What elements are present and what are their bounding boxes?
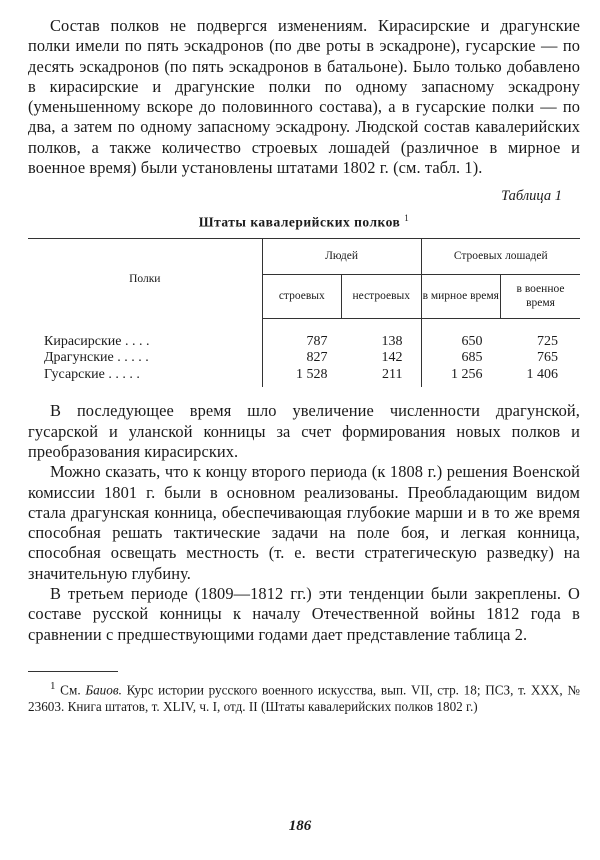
cell-peace: 650 [421,318,500,350]
cell-war: 765 [537,350,558,366]
footnote-mark: 1 [50,679,56,692]
paragraph-4: В третьем периоде (1809—1812 гг.) эти тенденции были закреплены. О составе русской конницы к началу Отечественной войны 1812 года в сравнении с предшествующими годами дает представление таблица 2. [28,584,580,644]
cell-war: 725 [537,333,558,349]
footnote [28,678,580,715]
row-name: Гусарские . . . . . [44,366,140,382]
cell-peace: 1 256 [421,367,500,388]
table-title [28,209,580,232]
paragraph-1: Состав полков не подвергся изменениям. Кирасирские и драгунские полки имели по пять эскадронов (по две роты в эскадроне), гусарские — по десять эскадронов (по пять эскадронов в батальоне). Было только добавлено в кирасирские и драгунские полки по одному запасному эскадрону (уменьшенному вскоре до половинного состава), а в гусарские полки — по два, а затем по одному запасному эскадрону. Людской состав кавалерийских полков, а также количество строевых лошадей (различное в мирное и военное время) были установлены штатами 1802 г. (см. табл. 1). [28,16,580,178]
row-name: Драгунские . . . . . [44,350,149,366]
paragraph-3: Можно сказать, что к концу второго периода (к 1808 г.) решения Военской комиссии 1801 г. были в основном реализованы. Преобладающим видом стала драгунская конница, обеспечивающая глубокие марши и в то же время способная решать тактические задачи на поле боя, и легкая конница, способная освещать местность (т. е. вести стратегическую разведку) на значительную глубину. [28,462,580,583]
header-regiments: Полки [28,238,262,318]
header-war: в военное время [501,274,581,318]
footnote-pre: См. [55,682,86,698]
table-title-footnote-mark: 1 [404,213,410,224]
header-peace: в мирное время [421,274,500,318]
footnote-author: Баиов. [85,682,122,698]
table-row [28,367,580,388]
table-row [28,318,580,350]
cell-line: 787 [262,318,341,350]
table-row [28,350,580,367]
cell-line: 827 [262,350,341,367]
table-label: Таблица 1 [501,188,562,205]
cell-peace: 685 [421,350,500,367]
page-body [28,16,580,715]
header-group-people: Людей [262,238,421,274]
cell-line: 1 528 [262,367,341,388]
header-nonline: нестроевых [342,274,421,318]
table-title-text: Штаты кавалерийских полков [198,214,401,230]
cell-nonline: 211 [382,366,403,382]
footnote-divider [28,671,118,672]
row-name: Кирасирские . . . . [44,333,150,349]
cell-nonline: 142 [381,350,403,366]
paragraph-2: В последующее время шло увеличение численности драгунской, гусарской и уланской конницы за счет формирования новых полков и преобразования кирасирских. [28,401,580,461]
page-number: 186 [288,818,312,834]
header-group-horses: Строевых лошадей [421,238,580,274]
cell-war: 1 406 [526,366,558,382]
cavalry-staff-table [28,238,580,388]
header-line: строевых [262,274,341,318]
cell-nonline: 138 [381,333,403,349]
footnote-text: Курс истории русского военного искусства, вып. VII, стр. 18; ПСЗ, т. XXX, № 23603. Книга штатов, т. XLIV, ч. I, отд. II (Штаты кавалерийских полков 1802 г.) [28,682,580,714]
